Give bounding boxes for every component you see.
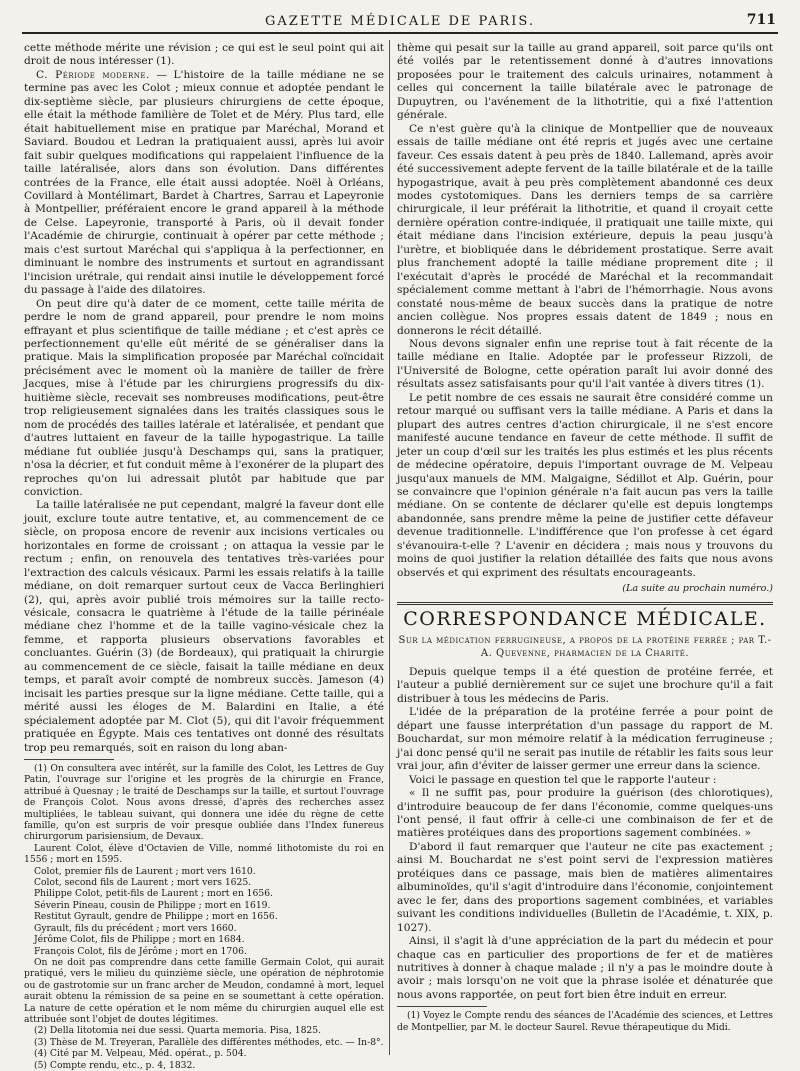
continued-note: (La suite au prochain numéro.)	[622, 583, 773, 595]
column-divider	[389, 40, 390, 1055]
footnote: (4) Cité par M. Velpeau, Méd. opérat., p. 504.	[34, 1048, 247, 1060]
paragraph: Depuis quelque temps il a été question de protéine ferrée, et l'auteur a publié dernièrement sur ce sujet une brochure qu'il a fait distribuer à tous les médecins de Paris.	[397, 666, 773, 705]
paragraph: Nous devons signaler enfin une reprise tout à fait récente de la taille médiane en Italie. Adoptée par le professeur Rizzoli, de l'Université de Bologne, cette opération paraît lui avoir donné des résultats assez satisfaisants pour qu'il l'ait vantée à divers titres (1).	[397, 337, 773, 391]
paragraph	[24, 69, 384, 298]
left-column	[24, 42, 384, 1071]
right-column	[397, 42, 773, 1055]
page-header	[22, 10, 778, 34]
paragraph: Ce n'est guère qu'à la clinique de Montpellier que de nouveaux essais de taille médiane ont été repris et jugés avec une certaine faveur. Ces essais datent à peu près de 1840. Lallemand, après avoir été successivement adepte fervent de la taille bilatérale et de la taille hypogastrique, avait à peu près complètement abandonné ces deux modes cystotomiques. Dans les derniers temps de sa carrière chirurgicale, il leur préférait la lithotritie, et quand il croyait cette dernière opération contre-indiquée, il pratiquait une taille mixte, qui était médiane dans l'incision extérieure, depuis la peau jusqu'à l'urètre, et biobliquée dans le débridement prostatique. Serre avait plus franchement adopté la taille médiane proprement dite ; il l'exécutait d'après le procédé de Maréchal et la recommandait spécialement comme mettant à l'abri de l'hémorrhagie. Nous avons constaté nous-même de beaux succès dans la pratique de notre ancien collègue. Nos propres essais datent de 1849 ; nous en donnerons le récit détaillé.	[397, 122, 773, 337]
footnote: (2) Della litotomia nei due sessi. Quarta memoria. Pisa, 1825.	[34, 1025, 322, 1037]
subheading-text: Sur la médication ferrugineuse, a propos de la protéine ferrée ; par T.-A. Quevenne, pharmacien de la Charité.	[398, 635, 772, 660]
paragraph: La taille latéralisée ne put cependant, malgré la faveur dont elle jouit, exclure toute autre tentative, et, au commencement de ce siècle, on proposa encore de revenir aux incisions verticales ou horizontales en forme de croissant ; on attaqua la vessie par le rectum ; enfin, on renouvela des tentatives très-variées pour l'extraction des calculs vésicaux. Parmi les essais relatifs à la taille médiane, on doit remarquer surtout ceux de Vacca Berlinghieri (2), qui, après avoir publié trois mémoires sur la taille recto-vésicale, consacra le quatrième à l'étude de la taille périnéale médiane chez l'homme et de la taille vagino-vésicale chez la femme, et rapporta plusieurs observations favorables et concluantes. Guérin (3) (de Bordeaux), qui pratiquait la chirurgie au commencement de ce siècle, faisait la taille médiane en deux temps, et paraît avoir compté de nombreux succès. Jameson (4) incisait les parties presque sur la ligne médiane. Cette taille, qui a mérité aussi les éloges de M. Balardini en Italie, a été spécialement adoptée par M. Clot (5), qui dit l'avoir fréquemment pratiquée en Égypte. Mais ces tentatives ont donné des résultats trop peu remarqués, soit en raison du long aban-	[24, 499, 384, 754]
paragraph: Ainsi, il s'agit là d'une appréciation de la part du médecin et pour chaque cas en particulier des proportions de fer et de matières nutritives à donner à chaque malade ; il n'y a pas le moindre doute à avoir ; mais lorsqu'on ne voit que la phrase isolée et dénaturée que nous avons rapportée, on peut fort bien être induit en erreur.	[397, 935, 773, 1001]
article-subheading	[397, 634, 773, 660]
footnote-list-item: Laurent Colot, élève d'Octavien de Ville, nommé lithotomiste du roi en 1556 ; mort en 1595.	[24, 842, 384, 866]
paragraph: Voici le passage en question tel que le rapporte l'auteur :	[409, 773, 717, 786]
section-label: C. Période moderne.	[36, 68, 150, 81]
footnote-list-item: François Colot, fils de Jérôme ; mort en 1706.	[34, 945, 247, 957]
section-separator	[397, 602, 773, 605]
footnote-list-item: Jérôme Colot, fils de Philippe ; mort en 1684.	[34, 934, 245, 946]
footnote-list-item: Colot, second fils de Laurent ; mort vers 1625.	[34, 877, 252, 889]
paragraph: L'idée de la préparation de la protéine ferrée a pour point de départ une fausse interprétation d'un passage du rapport de M. Bouchardat, sur mon mémoire relatif à la médication ferrugineuse ; j'ai donc pensé qu'il ne serait pas inutile de rétablir les faits sous leur vrai jour, afin d'éviter de laisser germer une erreur dans la science.	[397, 706, 773, 773]
footnote: (1) Voyez le Compte rendu des séances de l'Académie des sciences, et Lettres de Montpellier, par M. le docteur Saurel. Revue thérapeutique du Midi.	[397, 1010, 773, 1033]
footnote-list-item: Séverin Pineau, cousin de Philippe ; mort en 1619.	[34, 899, 271, 911]
quoted-passage: « Il ne suffit pas, pour produire la guérison (des chlorotiques), d'introduire beaucoup de fer dans l'économie, comme quelques-uns l'ont pensé, il faut offrir à celle-ci une combinaison de fer et de matières protéiques dans des proportions sagement combinées. »	[397, 787, 773, 840]
footnote: (1) On consultera avec intérêt, sur la famille des Colot, les Lettres de Guy Patin, l'ouvrage sur l'origine et les progrès de la chirurgie en France, attribué à Quesnay ; le traité de Deschamps sur la taille, et surtout l'ouvrage de François Colot. Nous avons dressé, d'après des recherches assez multipliées, le tableau suivant, qui donnera une idée du règne de cette famille, qu'on est surpris de voir presque oubliée dans l'Index funereus chirurgorum parisiensium, de Devaux.	[24, 763, 384, 843]
footnote-list-item: Philippe Colot, petit-fils de Laurent ; mort en 1656.	[34, 888, 273, 900]
journal-title: GAZETTE MÉDICALE DE PARIS.	[265, 13, 535, 29]
footnote-rule	[397, 1006, 487, 1007]
footnote-list-item: Restitut Gyrault, gendre de Philippe ; mort en 1656.	[34, 911, 278, 923]
paragraph-text: — L'histoire de la taille médiane ne se termine pas avec les Colot ; mieux connue et adoptée pendant le dix-septième siècle, par plusieurs chirurgiens de cette époque, elle était la méthode familière de Tolet et de Méry. Plus tard, elle était habituellement mise en pratique par Maréchal, Morand et Saviard. Boudou et Ledran la pratiquaient aussi, après lui avoir fait subir quelques modifications qui rappelaient l'influence de la taille latéralisée, alors dans son évolution. Dans différentes contrées de la France, elle était aussi adoptée. Noël à Orléans, Covillard à Montélimart, Bardet à Chartres, Sarrau et Lapeyronie à Montpellier, préféraient encore le grand appareil à la méthode de Celse. Lapeyronie, transporté à Paris, où il devait fonder l'Académie de chirurgie, continuait à opérer par cette méthode ; mais c'est surtout Maréchal qui s'appliqua à la perfectionner, en diminuant le nombre des instruments et surtout en agrandissant l'incision urétrale, qui rendait ainsi inutile le développement forcé du passage à l'aide des dilatoires.	[24, 68, 384, 297]
footnote: On ne doit pas comprendre dans cette famille Germain Colot, qui aurait pratiqué, vers le milieu du quinzième siècle, une opération de néphrotomie ou de gastrotomie sur un franc archer de Meudon, condamné à mort, lequel aurait obtenu la rémission de sa peine en se soumettant à cette opération. La nature de cette opération et le nom même du chirurgien auquel elle est attribuée sont l'objet de doutes légitimes.	[24, 956, 384, 1025]
footnote: (3) Thèse de M. Treyeran, Parallèle des différentes méthodes, etc. — In-8°.	[34, 1036, 384, 1048]
footnote-rule	[24, 759, 114, 760]
paragraph: thème qui pesait sur la taille au grand appareil, soit parce qu'ils ont été voilés par le retentissement donné à d'autres innovations proposées pour le traitement des calculs urinaires, notamment à celles qui concernent la taille bilatérale avec le patronage de Dupuytren, ou l'avénement de la lithotritie, qui a fixé l'attention générale.	[397, 42, 773, 122]
paragraph: D'abord il faut remarquer que l'auteur ne cite pas exactement ; ainsi M. Bouchardat ne s'est point servi de l'expression matières protéiques dans ce passage, mais bien de matières alimentaires albuminoïdes, qu'il s'agit d'introduire dans l'économie, conjointement avec le fer, dans des proportions sagement combinées, et variables suivant les conditions individuelles (Bulletin de l'Académie, t. XIX, p. 1027).	[397, 840, 773, 934]
footnote-list-item: Colot, premier fils de Laurent ; mort vers 1610.	[34, 865, 256, 877]
paragraph: cette méthode mérite une révision ; ce qui est le seul point qui ait droit de nous intéresser (1).	[24, 42, 384, 68]
paragraph: Le petit nombre de ces essais ne saurait être considéré comme un retour marqué ou suffisant vers la taille médiane. A Paris et dans la plupart des autres centres d'action chirurgicale, il ne s'est encore manifesté aucune tendance en faveur de cette méthode. Il suffit de jeter un coup d'œil sur les traités les plus estimés et les plus récents de médecine opératoire, depuis l'important ouvrage de M. Velpeau jusqu'aux manuels de MM. Malgaigne, Sédillot et Alp. Guérin, pour se convaincre que l'opinion générale n'a fait aucun pas vers la taille médiane. On se contente de déclarer qu'elle est depuis longtemps abandonnée, sans prendre même la peine de justifier cette défaveur devenue traditionnelle. L'indifférence que l'on professe à cet égard s'évanouira-t-elle ? L'avenir en décidera ; mais nous y trouvons du moins de quoi justifier la relation détaillée des faits que nous avons observés et qui expriment des résultats encourageants.	[397, 391, 773, 579]
section-title: CORRESPONDANCE MÉDICALE.	[403, 607, 767, 630]
footnote-list-item: Gyrault, fils du précédent ; mort vers 1660.	[34, 922, 237, 934]
paragraph: On peut dire qu'à dater de ce moment, cette taille mérita de perdre le nom de grand appareil, pour prendre le nom moins effrayant et plus scientifique de taille médiane ; et c'est après ce perfectionnement qu'elle eût mérité de se généraliser dans la pratique. Mais la simplification proposée par Maréchal coïncidait précisément avec le moment où la manière de tailler de frère Jacques, mise à l'étude par les chirurgiens progressifs du dix-huitième siècle, recevait ses nombreuses modifications, peut-être trop religieusement signalées dans les traités classiques sous le nom de procédés des tailles latérale et latéralisée, et pendant que d'autres luttaient en faveur de la taille hypogastrique. La taille médiane fut oubliée jusqu'à Deschamps qui, sans la pratiquer, n'osa la décrier, et fut conduit même à l'exonérer de la plupart des reproches qu'on lui adressait plutôt par habitude que par conviction.	[24, 297, 384, 498]
footnote: (5) Compte rendu, etc., p. 4, 1832.	[34, 1059, 196, 1071]
page-number: 711	[746, 12, 776, 28]
